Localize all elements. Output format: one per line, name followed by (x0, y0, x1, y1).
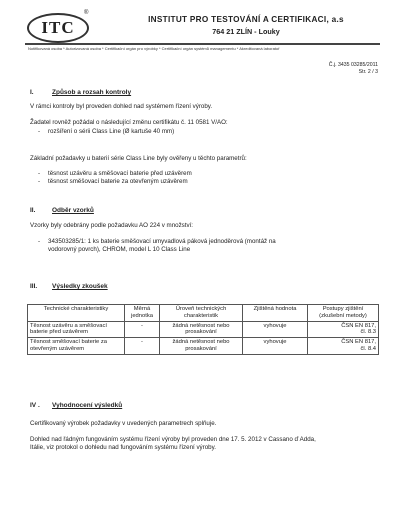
test-results-table (27, 304, 379, 355)
section-3-number: III. (30, 283, 38, 290)
section-4-text-2: Dohled nad řádným fungováním systému řízení výroby byl proveden dne 17. 5. 2012 v Cassano ď Adda, (30, 436, 316, 443)
section-2-bullet-line-1: - 343503285/1: 1 ks baterie směšovací umyvadlová páková jednoděrová (montáž na (48, 238, 276, 245)
cell-method (308, 338, 379, 355)
cell-method-line-2: čl. 8.4 (360, 345, 376, 352)
section-4-number: IV . (30, 402, 40, 409)
section-4-text-3: Itálie, viz protokol o dohledu nad fungováním systému řízení výroby. (30, 444, 216, 451)
registered-mark: ® (84, 10, 89, 16)
section-1-number: I. (30, 89, 34, 96)
header-unit: Měrná jednotka (125, 305, 160, 322)
cell-value: vyhovuje (243, 321, 308, 338)
page-number: Str. 2 / 3 (358, 69, 378, 75)
table-row (28, 338, 379, 355)
section-1-text-1: V rámci kontroly byl proveden dohled nad systémem řízení výroby. (30, 103, 213, 110)
header-level: Úroveň technických charakteristik (160, 305, 243, 322)
section-2-heading (30, 207, 94, 214)
header-characteristics: Technické charakteristiky (28, 305, 125, 322)
section-4-heading (30, 402, 122, 409)
cell-characteristic: Těsnost uzávěru a směšovací baterie před uzávěrem (28, 321, 125, 338)
header-method: Postupy zjištění (zkušební metody) (308, 305, 379, 322)
logo-text: ITC (41, 18, 75, 37)
cell-method (308, 321, 379, 338)
section-1-bullet-3: - těsnost směšovací baterie za otevřeným uzávěrem (48, 178, 373, 186)
cell-method-line-1: ČSN EN 817, (341, 322, 376, 329)
cell-characteristic: Těsnost směšovací baterie za otevřeným uzávěrem (28, 338, 125, 355)
cell-method-line-2: čl. 8.3 (360, 329, 376, 336)
section-2-number: II. (30, 207, 36, 214)
itc-logo (27, 13, 89, 43)
cell-unit: - (125, 321, 160, 338)
section-4-text-1: Certifikovaný výrobek požadavky v uvedených parametrech splňuje. (30, 420, 217, 427)
cell-level: žádná netěsnost nebo prosakování (160, 338, 243, 355)
institute-address: 764 21 ZLÍN - Louky (212, 27, 280, 36)
cell-method-line-1: ČSN EN 817, (341, 339, 376, 346)
section-2-text-1: Vzorky byly odebrány podle požadavku AO 224 v množství: (30, 222, 194, 229)
section-2-bullet-1 (48, 238, 373, 254)
reference-number: Č.j. 3435 03285/2011 (328, 62, 378, 68)
section-4-title: Vyhodnocení výsledků (52, 402, 123, 409)
accreditation-line: Notifikovaná osoba * Autorizovaná osoba * Certifikační orgán pro výrobky * Certifikační orgán systémů managementu * Akreditovaná laboratoř (28, 46, 280, 51)
cell-value: vyhovuje (243, 338, 308, 355)
institute-name: INSTITUT PRO TESTOVÁNÍ A CERTIFIKACI, a.s (148, 15, 344, 24)
section-1-title: Způsob a rozsah kontroly (52, 89, 132, 96)
cell-unit: - (125, 338, 160, 355)
reference-block (329, 62, 378, 76)
table-header-row (28, 305, 379, 322)
section-1-bullet-1: - rozšíření o sérii Class Line (Ø kartuše 40 mm) (48, 128, 373, 136)
section-1-text-3: Základní požadavky u baterií série Class Line byly ověřeny u těchto parametrů: (30, 155, 247, 162)
header-divider (25, 43, 380, 45)
section-2-bullet-line-2: vodorovný povrch), CHROM, model L 10 Class Line (48, 246, 191, 253)
section-1-heading (30, 89, 131, 96)
section-1-text-2: Žadatel rovněž požádal o následující změnu certifikátu č. 11 0581 V/AO: (30, 119, 228, 126)
section-2-title: Odběr vzorků (52, 207, 94, 214)
section-3-heading (30, 283, 108, 290)
header-value: Zjištěná hodnota (243, 305, 308, 322)
section-1-bullet-2: - těsnost uzávěru a směšovací baterie před uzávěrem (48, 170, 373, 178)
section-3-title: Výsledky zkoušek (52, 283, 108, 290)
cell-level: žádná netěsnost nebo prosakování (160, 321, 243, 338)
table-row (28, 321, 379, 338)
